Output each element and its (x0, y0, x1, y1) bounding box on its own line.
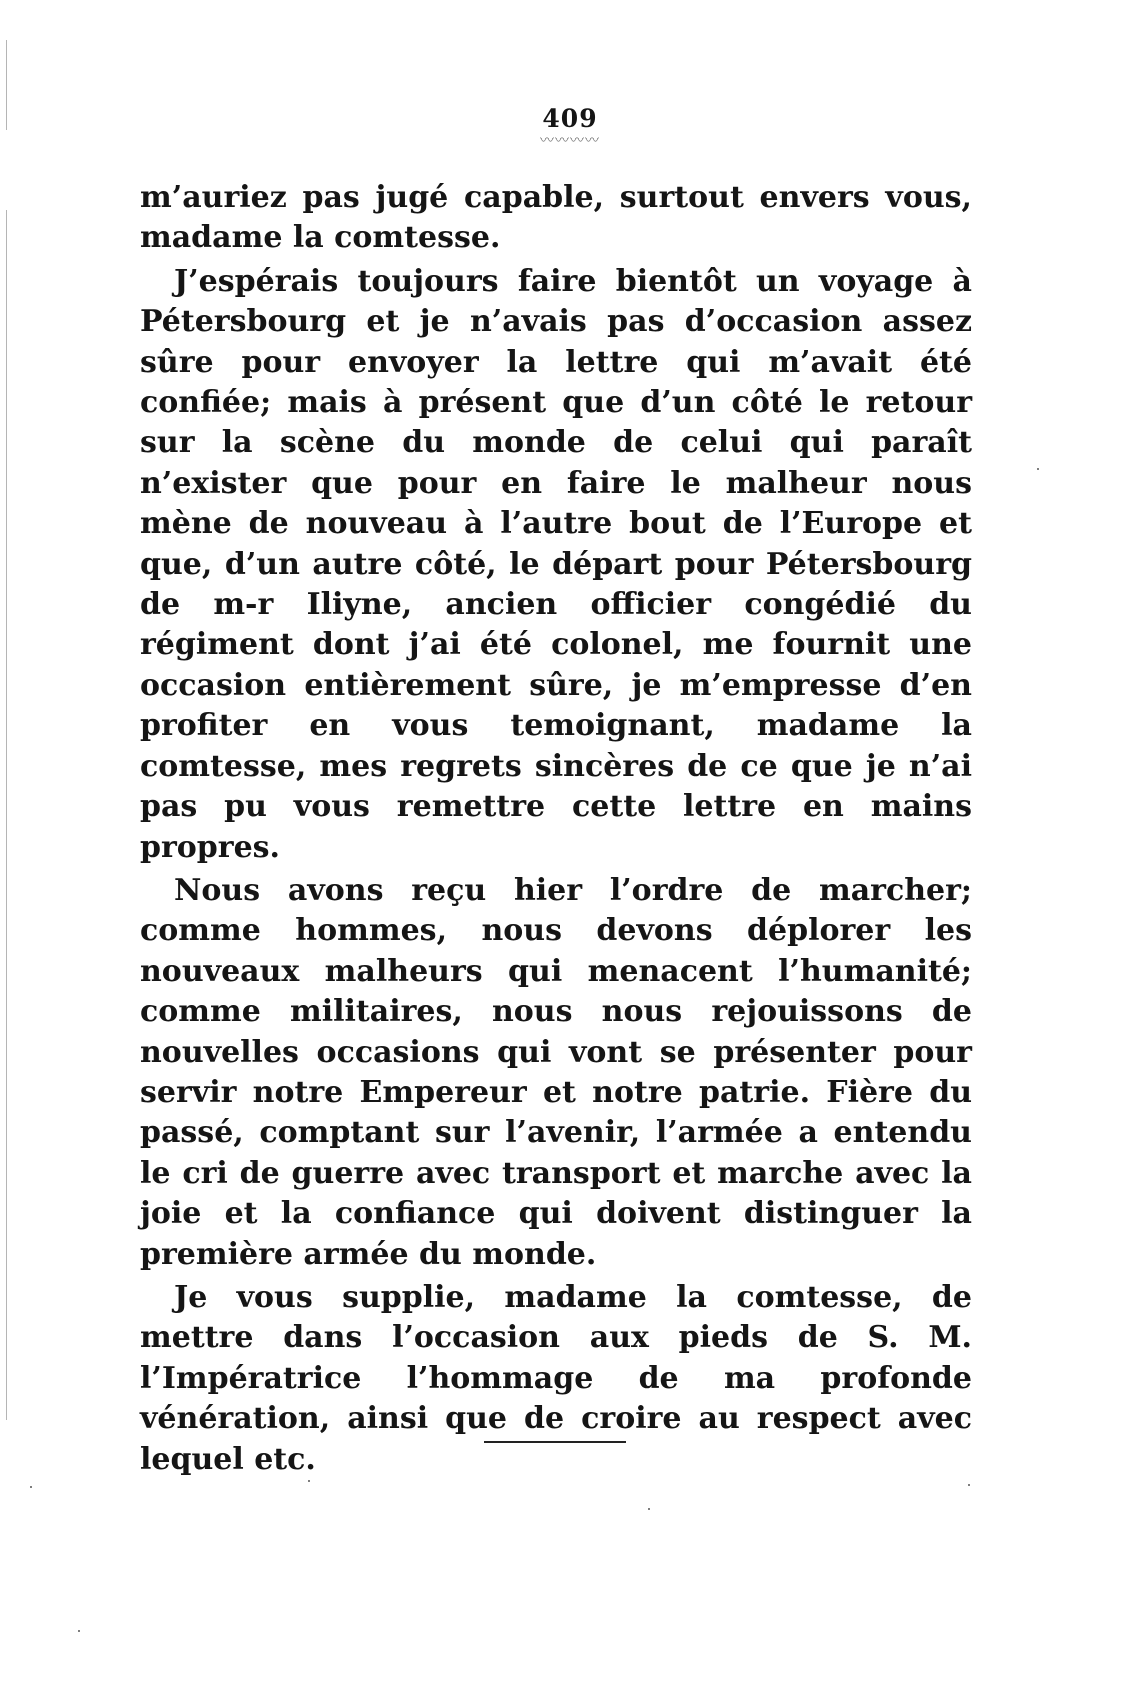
scan-speck (78, 1630, 80, 1632)
end-rule (484, 1441, 626, 1443)
page-number-ornament: 〰〰〰〰 (540, 133, 600, 149)
paragraph: Nous avons reçu hier l’ordre de marcher; comme hommes, nous devons déplorer les nouveaux malheurs qui menacent l’humanité; comme militaires, nous nous rejouissons de nouvelles occasions qui vont se présenter pour servir notre Empereur et notre patrie. Fière du passé, comptant sur l’avenir, l’armée a entendu le cri de guerre avec transport et marche avec la joie et la confiance qui doivent distinguer la première armée du monde. (140, 872, 972, 1272)
page-number: 409 (542, 104, 598, 133)
scan-speck (308, 1480, 310, 1482)
scan-edge-line (6, 210, 7, 1420)
scan-speck (30, 1486, 32, 1488)
paragraph-continuation: m’auriez pas jugé capable, surtout envers vous, madame la comtesse. (140, 180, 972, 256)
scan-speck (1037, 468, 1039, 470)
paragraph: J’espérais toujours faire bientôt un voyage à Pétersbourg et je n’avais pas d’occasion assez sûre pour envoyer la lettre qui m’avait été confiée; mais à présent que d’un côté le retour sur la scène du monde de celui qui paraît n’exister que pour en faire le malheur nous mène de nouveau à l’autre bout de l’Europe et que, d’un autre côté, le départ pour Pétersbourg de m-r Iliyne, ancien officier congédié du régiment dont j’ai été colonel, me fournit une occasion entièrement sûre, je m’empresse d’en profiter en vous temoignant, madame la comtesse, mes regrets sincères de ce que je n’ai pas pu vous remettre cette lettre en mains propres. (140, 263, 972, 865)
scan-speck (968, 1484, 970, 1486)
body-text (140, 178, 972, 1483)
paragraph: Je vous supplie, madame la comtesse, de mettre dans l’occasion aux pieds de S. M. l’Impératrice l’hommage de ma profonde vénération, ainsi que de croire au respect avec lequel etc. (140, 1279, 972, 1477)
scan-speck (648, 1508, 650, 1510)
